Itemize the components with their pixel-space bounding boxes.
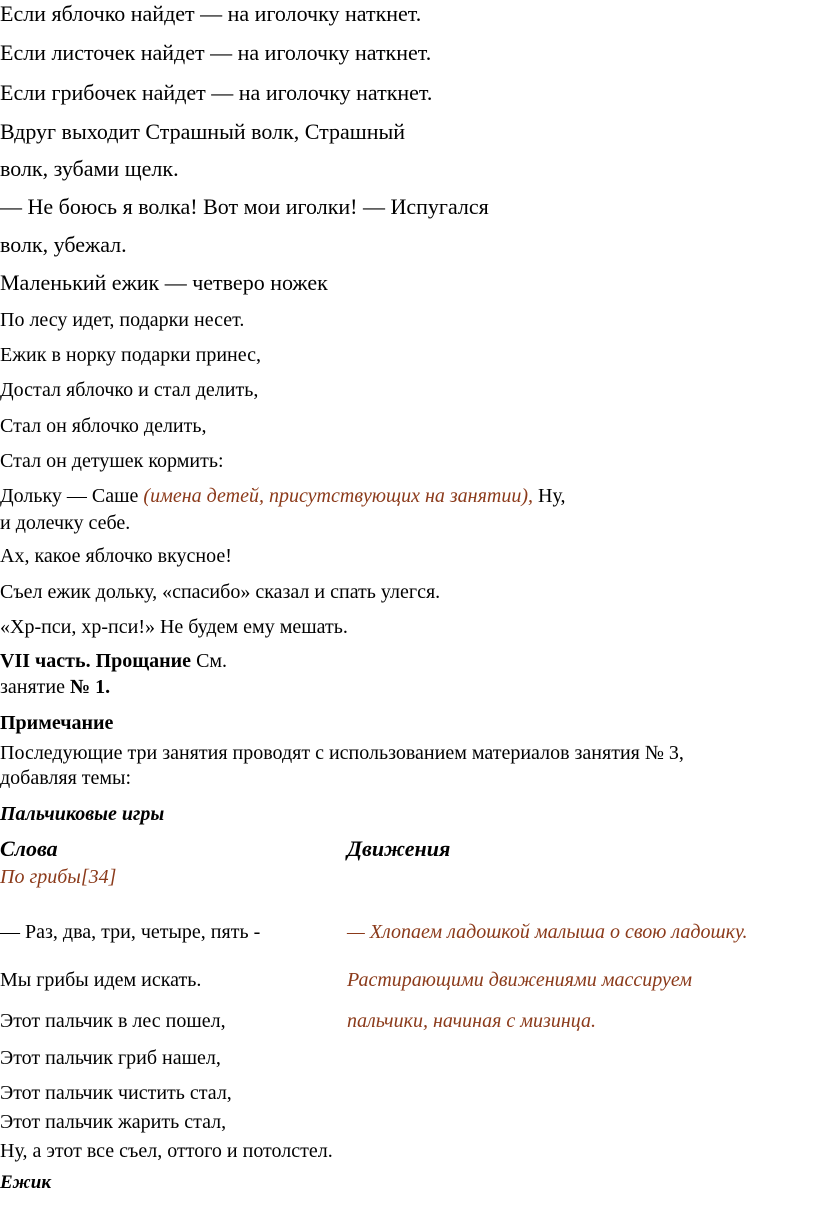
farewell-line <box>0 651 227 671</box>
poem-line: Если грибочек найдет — на иголочку наткнет. <box>0 80 433 105</box>
poem-line: Если листочек найдет — на иголочку наткнет. <box>0 40 432 65</box>
finger-games-title: Пальчиковые игры <box>0 803 165 825</box>
moves-line: Растирающими движениями массируем <box>347 969 693 991</box>
poem-line: Ах, какое яблочко вкусное! <box>0 545 232 567</box>
words-line: Мы грибы идем искать. <box>0 969 202 991</box>
game-title: По грибы[34] <box>0 866 117 888</box>
next-game-title: Ежик <box>0 1172 51 1193</box>
poem-line: Если яблочко найдет — на иголочку наткнет. <box>0 1 422 26</box>
note-heading: Примечание <box>0 712 114 734</box>
words-line: — Раз, два, три, четыре, пять - <box>0 921 261 943</box>
poem-line: Стал он детушек кормить: <box>0 450 224 472</box>
poem-line: Съел ежик дольку, «спасибо» сказал и спать улегся. <box>0 581 441 603</box>
farewell-heading: VII часть. Прощание <box>0 650 192 672</box>
farewell-rest: См. <box>191 650 228 672</box>
words-line: Этот пальчик чистить стал, <box>0 1082 232 1104</box>
poem-line: волк, убежал. <box>0 232 127 257</box>
share-line-note: (имена детей, присутствующих на занятии), <box>143 485 534 507</box>
farewell-line-2 <box>0 677 110 697</box>
poem-line: и долечку себе. <box>0 512 131 534</box>
poem-line: Маленький ежик — четверо ножек <box>0 270 328 295</box>
farewell-line2-text: занятие <box>0 676 70 698</box>
poem-line: Стал он яблочко делить, <box>0 415 207 437</box>
poem-line: волк, зубами щелк. <box>0 156 179 181</box>
column-header-words: Слова <box>0 836 58 861</box>
words-line: Этот пальчик в лес пошел, <box>0 1010 226 1032</box>
poem-line: «Хр-пси, хр-пси!» Не будем ему мешать. <box>0 616 348 638</box>
words-line: Этот пальчик жарить стал, <box>0 1111 227 1133</box>
share-line-start: Дольку — Саше <box>0 485 144 507</box>
note-text: Последующие три занятия проводят с использованием материалов занятия № 3, <box>0 742 684 764</box>
farewell-line2-number: № 1. <box>70 676 111 698</box>
moves-line: — Хлопаем ладошкой малыша о свою ладошку. <box>347 921 748 943</box>
column-header-moves: Движения <box>347 836 451 861</box>
poem-line: По лесу идет, подарки несет. <box>0 309 245 331</box>
poem-line: Ежик в норку подарки принес, <box>0 344 261 366</box>
words-line: Этот пальчик гриб нашел, <box>0 1047 221 1069</box>
poem-line: — Не боюсь я волка! Вот мои иголки! — Испугался <box>0 194 489 219</box>
poem-line: Вдруг выходит Страшный волк, Страшный <box>0 119 406 144</box>
note-text: добавляя темы: <box>0 767 132 789</box>
share-line-end: Ну, <box>533 485 566 507</box>
words-line: Ну, а этот все съел, оттого и потолстел. <box>0 1140 333 1162</box>
poem-line: Достал яблочко и стал делить, <box>0 379 259 401</box>
share-line <box>0 486 565 506</box>
moves-line: пальчики, начиная с мизинца. <box>347 1010 596 1032</box>
